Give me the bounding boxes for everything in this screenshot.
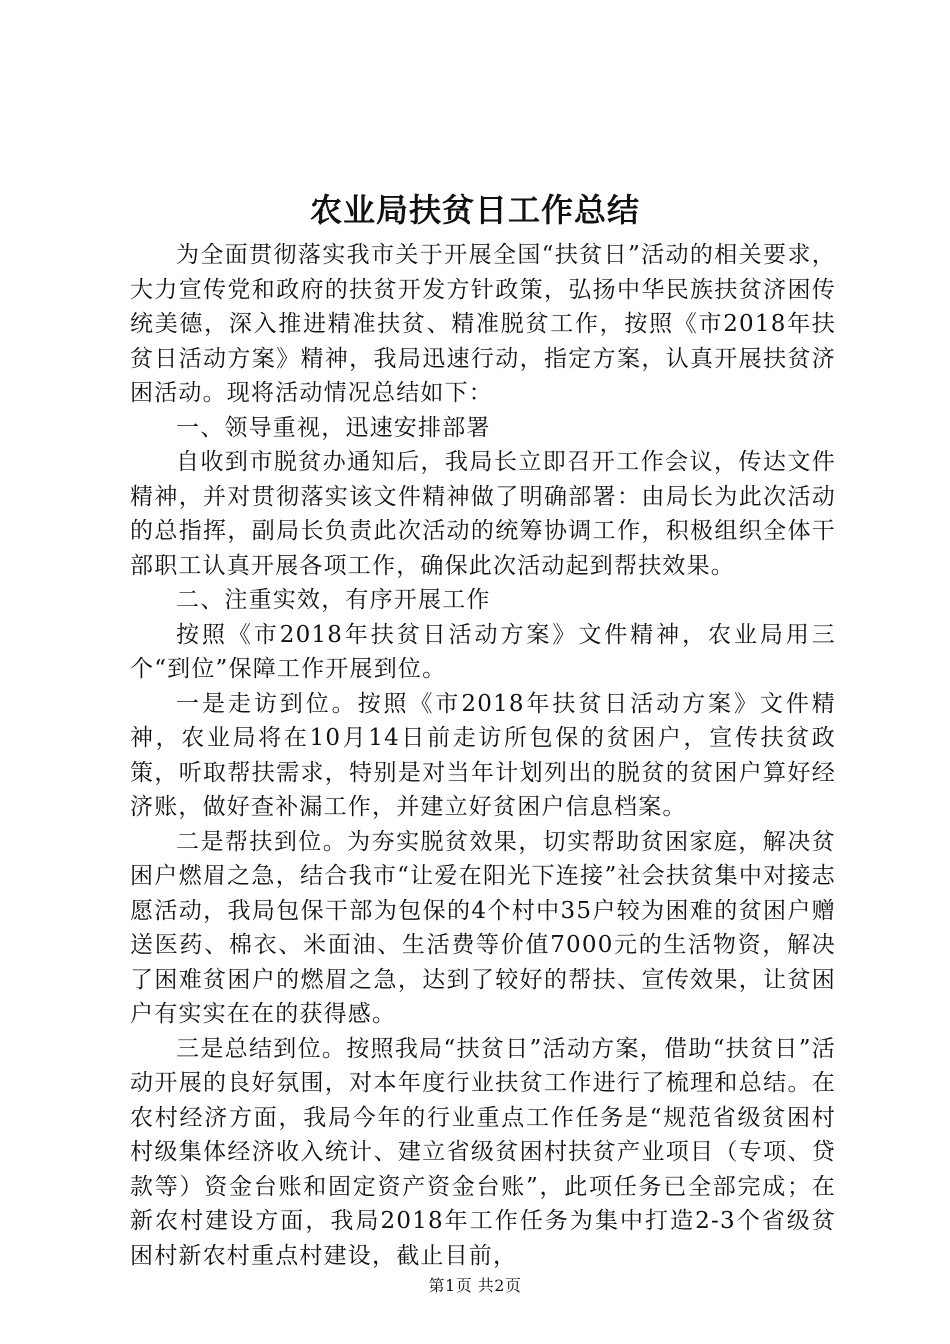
document-title: 农业局扶贫日工作总结 — [309, 191, 640, 229]
document-body — [130, 238, 836, 1273]
paragraph-section-1: 自收到市脱贫办通知后，我局长立即召开工作会议，传达文件精神，并对贯彻落实该文件精神做了明确部署：由局长为此次活动的总指挥，副局长负责此次活动的统筹协调工作，积极组织全体干部职工认真开展各项工作，确保此次活动起到帮扶效果。 — [130, 449, 836, 579]
paragraph-intro: 为全面贯彻落实我市关于开展全国“扶贫日”活动的相关要求，大力宣传党和政府的扶贫开发方针政策，弘扬中华民族扶贫济困传统美德，深入推进精准扶贫、精准脱贫工作，按照《市2018年扶贫日活动方案》精神，我局迅速行动，指定方案，认真开展扶贫济困活动。现将活动情况总结如下： — [130, 242, 836, 406]
paragraph-assistance: 二是帮扶到位。为夯实脱贫效果，切实帮助贫困家庭，解决贫困户燃眉之急，结合我市“让爱在阳光下连接”社会扶贫集中对接志愿活动，我局包保干部为包保的4个村中35户较为困难的贫困户赠送医药、棉衣、米面油、生活费等价值7000元的生活物资，解决了困难贫困户的燃眉之急，达到了较好的帮扶、宣传效果，让贫困户有实实在在的获得感。 — [130, 828, 836, 1027]
section-heading-2: 二、注重实效，有序开展工作 — [176, 587, 491, 613]
paragraph-summary: 三是总结到位。按照我局“扶贫日”活动方案，借助“扶贫日”活动开展的良好氛围，对本年度行业扶贫工作进行了梳理和总结。在农村经济方面，我局今年的行业重点工作任务是“规范省级贫困村村级集体经济收入统计、建立省级贫困村扶贫产业项目（专项、贷款等）资金台账和固定资产资金台账”，此项任务已全部完成；在新农村建设方面，我局2018年工作任务为集中打造2-3个省级贫困村新农村重点村建设，截止目前， — [130, 1035, 836, 1269]
section-heading-1: 一、领导重视，迅速安排部署 — [176, 414, 491, 441]
page-footer: 第1页 共2页 — [428, 1276, 522, 1295]
paragraph-visit: 一是走访到位。按照《市2018年扶贫日活动方案》文件精神，农业局将在10月14日前走访所包保的贫困户，宣传扶贫政策，听取帮扶需求，特别是对当年计划列出的脱贫的贫困户算好经济账，做好查补漏工作，并建立好贫困户信息档案。 — [130, 690, 836, 820]
paragraph-section-2-intro: 按照《市2018年扶贫日活动方案》文件精神，农业局用三个“到位”保障工作开展到位。 — [130, 621, 836, 682]
